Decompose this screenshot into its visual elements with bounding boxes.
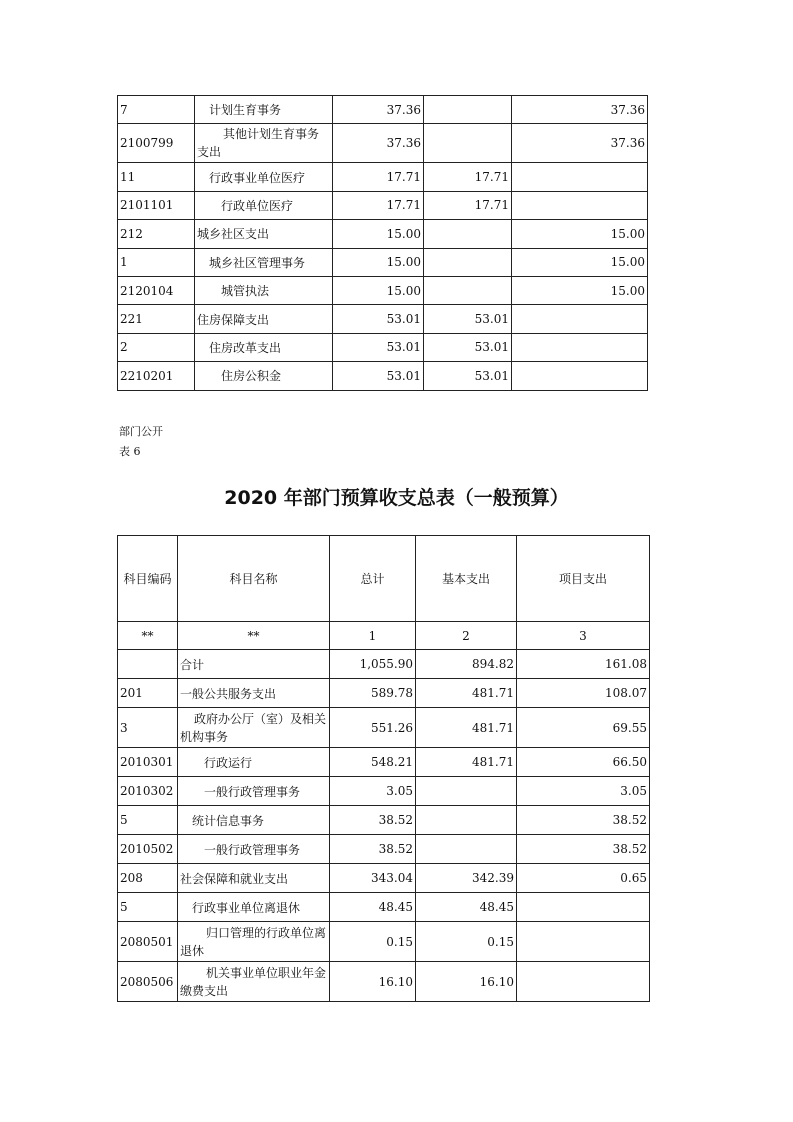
total-cell: 17.71 — [333, 163, 424, 191]
basic-cell: 53.01 — [424, 362, 512, 390]
total-cell: 3.05 — [330, 777, 416, 806]
index-code: ** — [118, 622, 178, 650]
basic-cell: 48.45 — [416, 893, 517, 922]
total-cell: 15.00 — [333, 248, 424, 276]
code-cell: 2010302 — [118, 777, 178, 806]
basic-cell: 481.71 — [416, 708, 517, 748]
name-cell: 住房公积金 — [195, 362, 333, 390]
name-cell: 计划生育事务 — [195, 96, 333, 124]
name-cell: 其他计划生育事务支出 — [195, 124, 333, 163]
project-cell: 15.00 — [512, 248, 648, 276]
basic-cell — [416, 806, 517, 835]
table-row — [118, 748, 650, 777]
table-row — [118, 650, 650, 679]
total-cell: 15.00 — [333, 220, 424, 248]
project-cell — [512, 333, 648, 361]
project-cell: 15.00 — [512, 220, 648, 248]
name-cell: 社会保障和就业支出 — [178, 864, 330, 893]
index-basic: 2 — [416, 622, 517, 650]
index-row — [118, 622, 650, 650]
code-cell: 5 — [118, 893, 178, 922]
header-row — [118, 536, 650, 622]
basic-cell — [424, 124, 512, 163]
basic-cell: 481.71 — [416, 748, 517, 777]
basic-cell: 894.82 — [416, 650, 517, 679]
project-cell — [517, 962, 650, 1002]
name-cell: 一般公共服务支出 — [178, 679, 330, 708]
project-cell: 3.05 — [517, 777, 650, 806]
header-code: 科目编码 — [118, 536, 178, 622]
name-cell: 统计信息事务 — [178, 806, 330, 835]
table-row — [118, 922, 650, 962]
budget-table-continued — [117, 95, 648, 391]
table-row — [118, 806, 650, 835]
name-cell: 城乡社区支出 — [195, 220, 333, 248]
name-cell: 行政运行 — [178, 748, 330, 777]
index-total: 1 — [330, 622, 416, 650]
basic-cell — [424, 220, 512, 248]
code-cell: 2010301 — [118, 748, 178, 777]
name-cell: 机关事业单位职业年金缴费支出 — [178, 962, 330, 1002]
code-cell: 2 — [118, 333, 195, 361]
total-cell: 53.01 — [333, 333, 424, 361]
project-cell — [517, 922, 650, 962]
code-cell: 11 — [118, 163, 195, 191]
header-basic: 基本支出 — [416, 536, 517, 622]
total-cell: 48.45 — [330, 893, 416, 922]
table-row — [118, 305, 648, 333]
code-cell: 1 — [118, 248, 195, 276]
index-project: 3 — [517, 622, 650, 650]
table-row — [118, 864, 650, 893]
table-row — [118, 276, 648, 304]
basic-cell — [424, 276, 512, 304]
table-row — [118, 679, 650, 708]
name-cell: 城乡社区管理事务 — [195, 248, 333, 276]
total-cell: 38.52 — [330, 806, 416, 835]
total-cell: 551.26 — [330, 708, 416, 748]
basic-cell: 342.39 — [416, 864, 517, 893]
code-cell: 3 — [118, 708, 178, 748]
project-cell: 37.36 — [512, 124, 648, 163]
table-row — [118, 333, 648, 361]
code-cell: 5 — [118, 806, 178, 835]
budget-summary-table — [117, 535, 650, 1002]
total-cell: 1,055.90 — [330, 650, 416, 679]
project-cell: 15.00 — [512, 276, 648, 304]
table-row — [118, 708, 650, 748]
project-cell: 69.55 — [517, 708, 650, 748]
header-name: 科目名称 — [178, 536, 330, 622]
total-cell: 17.71 — [333, 191, 424, 219]
total-cell: 53.01 — [333, 305, 424, 333]
header-project: 项目支出 — [517, 536, 650, 622]
name-cell: 合计 — [178, 650, 330, 679]
code-cell: 2100799 — [118, 124, 195, 163]
project-cell: 108.07 — [517, 679, 650, 708]
total-cell: 343.04 — [330, 864, 416, 893]
code-cell — [118, 650, 178, 679]
index-name: ** — [178, 622, 330, 650]
basic-cell: 481.71 — [416, 679, 517, 708]
total-cell: 38.52 — [330, 835, 416, 864]
total-cell: 548.21 — [330, 748, 416, 777]
table-row — [118, 835, 650, 864]
name-cell: 归口管理的行政单位离退休 — [178, 922, 330, 962]
project-cell — [512, 305, 648, 333]
note-department-public: 部门公开 — [119, 425, 163, 438]
total-cell: 0.15 — [330, 922, 416, 962]
table-row — [118, 220, 648, 248]
table-row — [118, 962, 650, 1002]
code-cell: 7 — [118, 96, 195, 124]
total-cell: 15.00 — [333, 276, 424, 304]
code-cell: 2080501 — [118, 922, 178, 962]
project-cell: 38.52 — [517, 806, 650, 835]
code-cell: 2120104 — [118, 276, 195, 304]
project-cell: 0.65 — [517, 864, 650, 893]
basic-cell: 17.71 — [424, 191, 512, 219]
basic-cell: 16.10 — [416, 962, 517, 1002]
project-cell: 66.50 — [517, 748, 650, 777]
basic-cell: 17.71 — [424, 163, 512, 191]
code-cell: 208 — [118, 864, 178, 893]
name-cell: 城管执法 — [195, 276, 333, 304]
name-cell: 行政事业单位离退休 — [178, 893, 330, 922]
code-cell: 221 — [118, 305, 195, 333]
name-cell: 一般行政管理事务 — [178, 777, 330, 806]
table-row — [118, 124, 648, 163]
project-cell — [512, 191, 648, 219]
basic-cell — [424, 96, 512, 124]
table-row — [118, 191, 648, 219]
project-cell: 38.52 — [517, 835, 650, 864]
header-total: 总计 — [330, 536, 416, 622]
code-cell: 212 — [118, 220, 195, 248]
table-row — [118, 163, 648, 191]
total-cell: 53.01 — [333, 362, 424, 390]
name-cell: 行政单位医疗 — [195, 191, 333, 219]
total-cell: 37.36 — [333, 124, 424, 163]
name-cell: 政府办公厅（室）及相关机构事务 — [178, 708, 330, 748]
table-row — [118, 893, 650, 922]
basic-cell — [416, 835, 517, 864]
page-title: 2020 年部门预算收支总表（一般预算） — [224, 487, 569, 509]
note-table-number: 表 6 — [119, 445, 141, 458]
table-row — [118, 777, 650, 806]
basic-cell — [424, 248, 512, 276]
table-row — [118, 248, 648, 276]
name-cell: 行政事业单位医疗 — [195, 163, 333, 191]
basic-cell — [416, 777, 517, 806]
name-cell: 一般行政管理事务 — [178, 835, 330, 864]
total-cell: 589.78 — [330, 679, 416, 708]
project-cell — [517, 893, 650, 922]
code-cell: 2080506 — [118, 962, 178, 1002]
code-cell: 201 — [118, 679, 178, 708]
project-cell — [512, 362, 648, 390]
project-cell: 161.08 — [517, 650, 650, 679]
project-cell — [512, 163, 648, 191]
project-cell: 37.36 — [512, 96, 648, 124]
code-cell: 2010502 — [118, 835, 178, 864]
total-cell: 16.10 — [330, 962, 416, 1002]
table-row — [118, 362, 648, 390]
name-cell: 住房改革支出 — [195, 333, 333, 361]
total-cell: 37.36 — [333, 96, 424, 124]
basic-cell: 53.01 — [424, 305, 512, 333]
basic-cell: 0.15 — [416, 922, 517, 962]
code-cell: 2101101 — [118, 191, 195, 219]
table-row — [118, 96, 648, 124]
name-cell: 住房保障支出 — [195, 305, 333, 333]
basic-cell: 53.01 — [424, 333, 512, 361]
code-cell: 2210201 — [118, 362, 195, 390]
